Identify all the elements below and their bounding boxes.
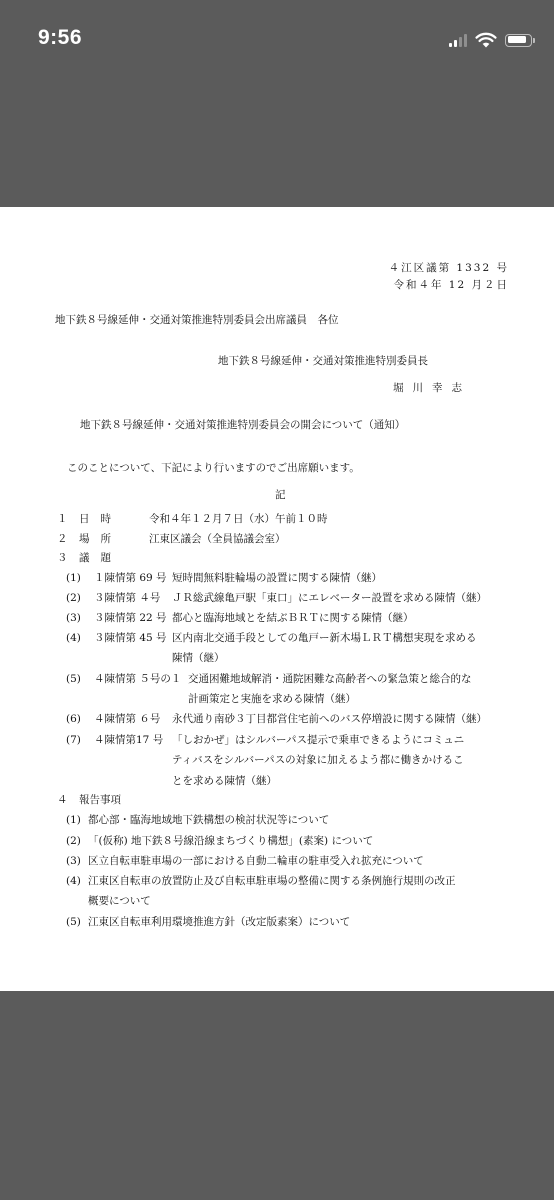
item-text: 区立自転車駐車場の一部における自動二輪車の駐車受入れ拡充について [88,855,424,867]
document-subject: 地下鉄８号線延伸・交通対策推進特別委員会の開会について（通知） [80,419,406,431]
item-number: (3) [66,855,81,867]
item-text: 交通困難地域解消・通院困難な高齢者への緊急策と総合的な [188,673,472,685]
item-text: 都心と臨海地域とを結ぶＢＲＴに関する陳情（継） [172,612,414,624]
item-text: 江東区自転車の放置防止及び自転車駐車場の整備に関する条例施行規則の改正 [88,875,456,887]
section-label: 議題 [79,552,122,564]
wifi-icon [475,32,497,48]
item-text: ティバスをシルバーパスの対象に加えるよう都に働きかけるこ [172,754,464,766]
section-label: 日時 [79,513,122,525]
report-item [66,813,526,827]
petition-number: ４陳情第 ５号の１ [94,673,182,685]
section-value: 江東区議会（全員協議会室） [149,533,286,545]
item-number: (2) [66,592,81,604]
section-number: ３ [57,552,68,564]
agenda-item [66,672,526,706]
status-time: 9:56 [38,26,83,49]
petition-number: ４陳情第 ６号 [94,713,161,725]
agenda-item [66,733,526,788]
section-number: １ [57,513,68,525]
item-text: 概要について [88,895,151,907]
agenda-item [66,611,526,625]
petition-number: ３陳情第 ４号 [94,592,161,604]
item-text: 永代通り南砂３丁目都営住宅前へのバス停増設に関する陳情（継） [172,713,487,725]
notice-document [0,207,554,991]
sender-title: 地下鉄８号線延伸・交通対策推進特別委員長 [218,355,428,367]
item-number: (7) [66,734,81,746]
reference-number: ４江区議第 1332 号 [388,262,509,274]
petition-number: ４陳情第17 号 [94,734,164,746]
petition-number: ３陳情第 45 号 [94,632,167,644]
sender-name: 堀川幸志 [393,382,471,394]
item-number: (1) [66,814,81,826]
petition-number: １陳情第 69 号 [94,572,167,584]
item-number: (5) [66,673,81,685]
item-text: 計画策定と実施を求める陳情（継） [188,693,356,705]
intro-text: このことについて、下記により行いますのでご出席願います。 [67,462,360,474]
section-number: ４ [57,794,68,806]
status-icons [449,32,532,48]
addressee: 地下鉄８号線延伸・交通対策推進特別委員会出席議員 各位 [55,314,339,326]
item-number: (4) [66,632,81,644]
item-text: 「しおかぜ」はシルバーパス提示で乗車できるようにコミュニ [172,734,465,746]
section-label: 場所 [79,533,122,545]
item-number: (4) [66,875,81,887]
agenda-item [66,712,526,726]
item-number: (5) [66,916,81,928]
ki-heading: 記 [275,489,286,501]
item-text: とを求める陳情（継） [172,775,277,787]
item-number: (3) [66,612,81,624]
item-text: ＪＲ総武線亀戸駅「東口」にエレベーター設置を求める陳情（継） [172,592,487,604]
document-date: 令和４年 12 月２日 [393,279,509,291]
agenda-item [66,571,526,585]
item-text: 都心部・臨海地域地下鉄構想の検討状況等について [88,814,330,826]
petition-number: ３陳情第 22 号 [94,612,167,624]
item-text: 「(仮称) 地下鉄８号線沿線まちづくり構想」(素案) について [88,835,374,847]
cellular-signal-icon [449,34,467,47]
section-label: 報告事項 [79,794,121,806]
report-item [66,834,526,848]
item-text: 江東区自転車利用環境推進方針（改定版素案）について [88,916,351,928]
item-text: 区内南北交通手段としての亀戸ー新木場ＬＲＴ構想実現を求める [172,632,477,644]
battery-icon [505,34,532,47]
report-item [66,915,526,929]
item-number: (1) [66,572,81,584]
item-text: 短時間無料駐輪場の設置に関する陳情（継） [172,572,382,584]
agenda-item [66,591,526,605]
report-item [66,854,526,868]
item-number: (6) [66,713,81,725]
item-number: (2) [66,835,81,847]
section-number: ２ [57,533,68,545]
section-value: 令和４年１２月７日（水）午前１０時 [149,513,328,525]
report-item [66,874,526,908]
status-bar [0,0,554,80]
agenda-item [66,631,526,665]
item-text: 陳情（継） [172,652,225,664]
